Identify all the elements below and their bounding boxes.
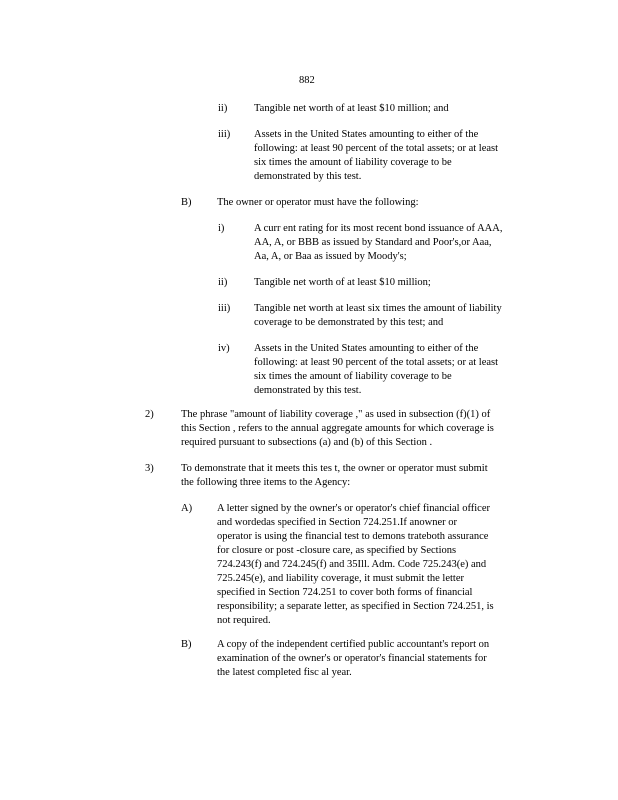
item-text: A letter signed by the owner's or operator's chief financial officer and wordedas specified in Section 724.251.If anowner or operator is using the financial test to demons trateboth assurance for closure or post -closure care, as specified by Sections 724.243(f) and 724.245(f) and 35Ill. Adm. Code 725.243(e) and 725.245(e), and liability coverage, it must submit the letter specified in Section 724.251 to cover both forms of financial responsibility; a separate letter, as specified in Section 724.251, is not required. xyxy=(217,503,494,626)
item-label: ii) xyxy=(218,103,228,114)
item-text: Tangible net worth of at least $10 million; xyxy=(254,277,431,288)
page-number: 882 xyxy=(299,75,315,86)
item-text: Tangible net worth at least six times the amount of liability coverage to be demonstrated by this test; and xyxy=(254,303,502,328)
item-label: 2) xyxy=(145,409,154,420)
item-text: To demonstrate that it meets this tes t, the owner or operator must submit the following three items to the Agency: xyxy=(181,463,488,488)
item-label: iii) xyxy=(218,129,231,140)
item-label: iv) xyxy=(218,343,230,354)
item-label: ii) xyxy=(218,277,228,288)
item-label: i) xyxy=(218,223,225,234)
item-text: A copy of the independent certified public accountant's report on examination of the owner's or operator's financial statements for the latest completed fisc al year. xyxy=(217,639,490,678)
item-text: Tangible net worth of at least $10 million; and xyxy=(254,103,449,114)
item-label: 3) xyxy=(145,463,154,474)
item-text: A curr ent rating for its most recent bond issuance of AAA, AA, A, or BBB as issued by Standard and Poor's,or Aaa, Aa, A, or Baa as issued by Moody's; xyxy=(254,223,503,262)
item-label: B) xyxy=(181,639,192,650)
item-text: Assets in the United States amounting to either of the following: at least 90 percent of the total assets; or at least six times the amount of liability coverage to be demonstrated by this test. xyxy=(254,343,499,396)
item-label: iii) xyxy=(218,303,231,314)
item-text: The phrase "amount of liability coverage ," as used in subsection (f)(1) of this Section , refers to the annual aggregate amounts for which coverage is required pursuant to subsections (a) and (b) of this Section . xyxy=(181,409,494,448)
item-label: A) xyxy=(181,503,193,514)
item-label: B) xyxy=(181,197,192,208)
item-text: Assets in the United States amounting to either of the following: at least 90 percent of the total assets; or at least six times the amount of liability coverage to be demonstrated by this test. xyxy=(254,129,499,182)
item-text: The owner or operator must have the following: xyxy=(217,197,419,208)
